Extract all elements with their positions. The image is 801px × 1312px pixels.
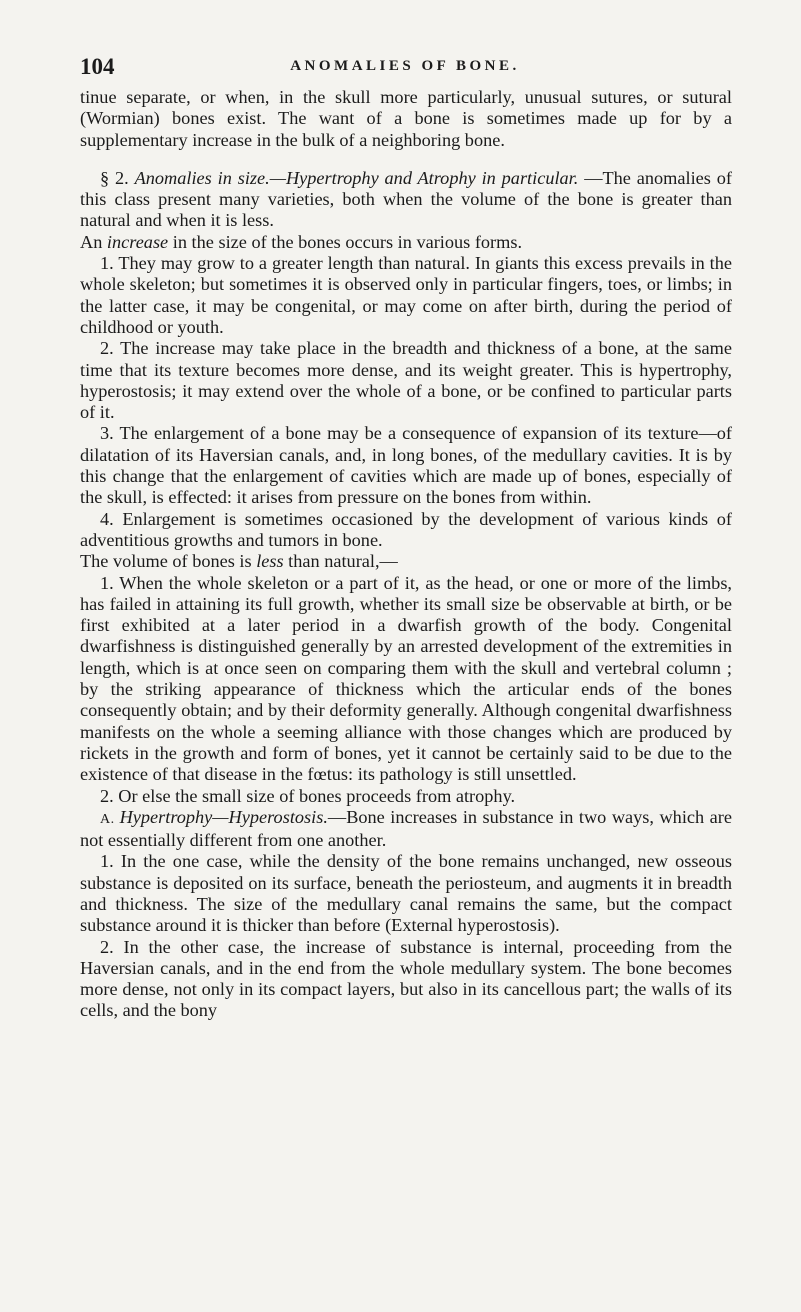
page-number: 104 <box>80 54 115 79</box>
emphasis: increase <box>106 231 169 252</box>
paragraph: 1. In the one case, while the density of the bone remains unchanged, new osseous substance is deposited on its surface, beneath the periosteum, and augments it in breadth and thickness. The size of the medullary canal remains the same, but the compact substance around it is thicker than before (External hyperostosis). <box>80 851 732 936</box>
paragraph: 2. Or else the small size of bones proceeds from atrophy. <box>100 785 516 806</box>
paragraph: tinue separate, or when, in the skull more particularly, unusual sutures, or sutural (Wormian) bones exist. The want of a bone is sometimes made up for by a supplementary increase in the bulk of a neighboring bone. <box>80 87 732 150</box>
paragraph-text: than natural,— <box>283 551 398 572</box>
paragraph-text: —The anomalies of this class present many varieties, both when the volume of the bone is greater than natural and when it is less. <box>80 167 732 231</box>
paragraph: 2. The increase may take place in the breadth and thickness of a bone, at the same time that its texture becomes more dense, and its weight greater. This is hypertrophy, hyperostosis; it may extend over the whole of a bone, or be confined to particular parts of it. <box>80 338 732 423</box>
section-heading-paragraph <box>80 168 732 232</box>
section-title: Anomalies in size.—Hypertrophy and Atrophy in particular. <box>134 167 579 188</box>
paragraph-text: An <box>80 231 107 252</box>
paragraph <box>80 551 732 572</box>
body-text <box>80 87 732 1022</box>
running-title: ANOMALIES OF BONE. <box>290 58 520 74</box>
subsection-letter: A. <box>100 811 120 827</box>
subsection-heading-paragraph <box>80 807 732 852</box>
paragraph: 3. The enlargement of a bone may be a consequence of expansion of its texture—of dilatation of its Haversian canals, and, in long bones, of the medullary cavities. It is by this change that the enlargement of cavities which are made up of bones, especially of the skull, is effected: it arises from pressure on the bones from within. <box>80 423 732 508</box>
emphasis: less <box>256 551 284 572</box>
subsection-title: Hypertrophy—Hyperostosis. <box>119 806 328 827</box>
section-number: § 2. <box>100 167 135 188</box>
paragraph <box>80 232 732 253</box>
paragraph-text: in the size of the bones occurs in various forms. <box>168 231 523 252</box>
paragraph: 1. When the whole skeleton or a part of it, as the head, or one or more of the limbs, has failed in attaining its full growth, whether its small size be observable at birth, or be first exhibited at a later period in a dwarfish growth of the body. Congenital dwarfishness is distinguished generally by an arrested development of the extremities in length, which is at once seen on comparing them with the skull and vertebral column ; by the striking appearance of thickness which the articular ends of the bones consequently obtain; and by their deformity generally. Although congenital dwarfishness manifests on the whole a seeming alliance with those changes which are produced by rickets in the growth and form of bones, yet it cannot be certainly said to be due to the existence of that disease in the fœtus: its pathology is still unsettled. <box>80 572 732 785</box>
paragraph-text: —Bone increases in substance in two ways, which are not essentially different from one another. <box>80 806 732 851</box>
paragraph: 1. They may grow to a greater length than natural. In giants this excess prevails in the whole skeleton; but sometimes it is observed only in particular fingers, toes, or limbs; in the latter case, it may be congenital, or may come on after birth, during the period of childhood or youth. <box>80 253 732 337</box>
paragraph: 2. In the other case, the increase of substance is internal, proceeding from the Haversian canals, and in the end from the whole medullary system. The bone becomes more dense, not only in its compact layers, but also in its cancellous part; the walls of its cells, and the bony <box>80 936 732 1021</box>
paragraph: 4. Enlargement is sometimes occasioned by the development of various kinds of adventitious growths and tumors in bone. <box>80 508 732 550</box>
page-header <box>80 54 730 84</box>
paragraph-text: The volume of bones is <box>80 551 257 572</box>
